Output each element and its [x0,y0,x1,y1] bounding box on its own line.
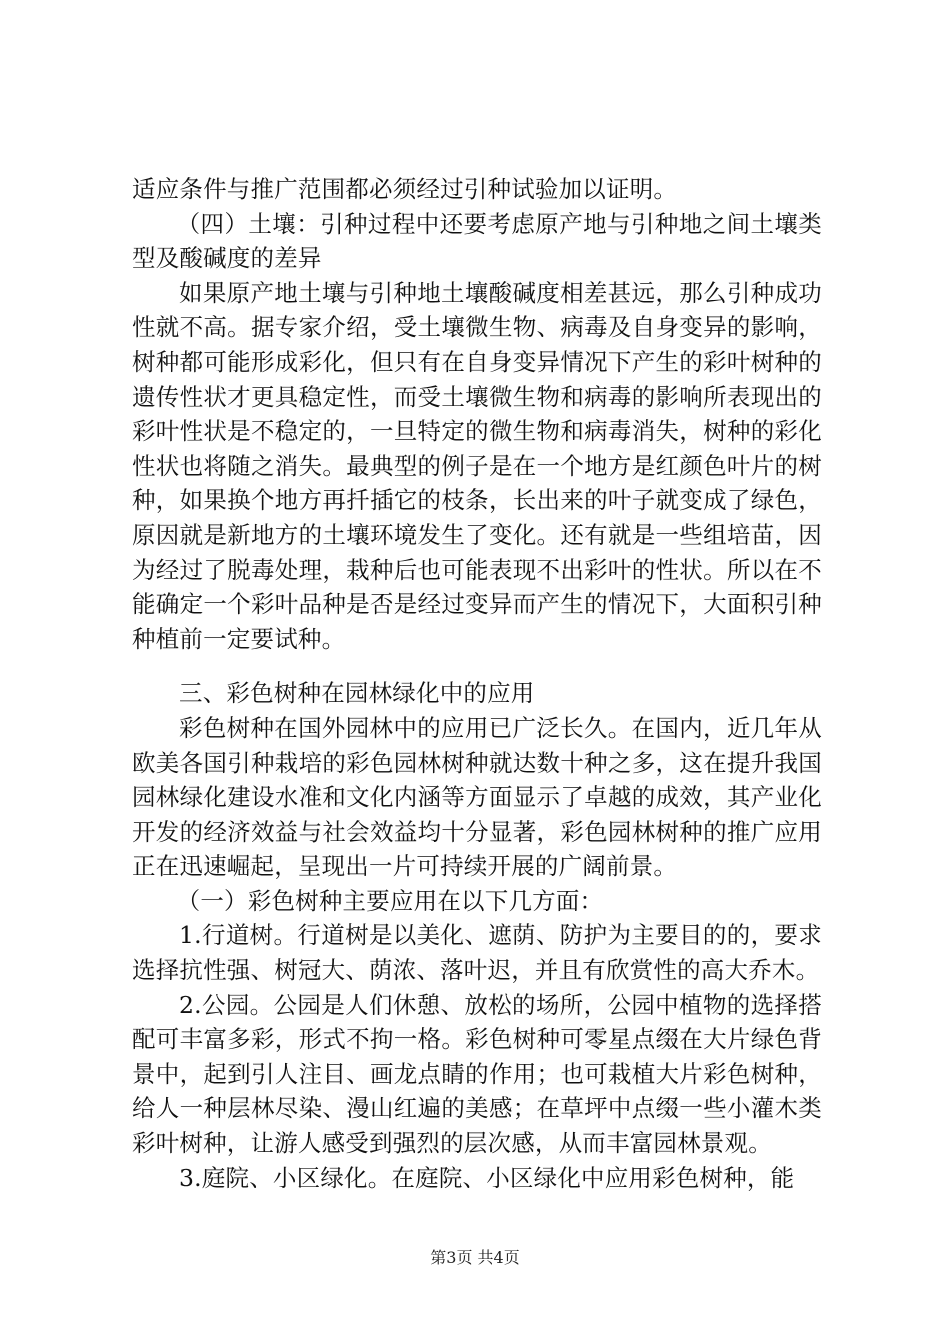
section-heading-application: 三、彩色树种在园林绿化中的应用 [179,679,535,708]
page-number-label: 第3页 共4页 [430,1248,520,1267]
list-item-street-trees: 1.行道树。行道树是以美化、遮荫、防护为主要目的的，要求选择抗性强、树冠大、荫浓、落叶迟，并且有欣赏性的高大乔木。 [132,921,822,985]
paragraph-application-intro: 彩色树种在国外园林中的应用已广泛长久。在国内，近几年从欧美各国引种栽培的彩色园林树种就达数十种之多，这在提升我国园林绿化建设水准和文化内涵等方面显示了卓越的成效，其产业化开发的经济效益与社会效益均十分显著，彩色园林树种的推广应用正在迅速崛起，呈现出一片可持续开展的广阔前景。 [132,713,822,881]
document-body [132,172,822,1195]
page-footer [0,1248,950,1268]
section-heading-soil: （四）土壤：引种过程中还要考虑原产地与引种地之间土壤类型及酸碱度的差异 [132,209,822,273]
paragraph-continuation: 适应条件与推广范围都必须经过引种试验加以证明。 [132,175,678,203]
paragraph-soil-detail: 如果原产地土壤与引种地土壤酸碱度相差甚远，那么引种成功性就不高。据专家介绍，受土壤微生物、病毒及自身变异的影响，树种都可能形成彩化，但只有在自身变异情况下产生的彩叶树种的遗传性状才更具稳定性，而受土壤微生物和病毒的影响所表现出的彩叶性状是不稳定的，一旦特定的微生物和病毒消失，树种的彩化性状也将随之消失。最典型的例子是在一个地方是红颜色叶片的树种，如果换个地方再扦插它的枝条，长出来的叶子就变成了绿色，原因就是新地方的土壤环境发生了变化。还有就是一些组培苗，因为经过了脱毒处理，栽种后也可能表现不出彩叶的性状。所以在不能确定一个彩叶品种是否是经过变异而产生的情况下，大面积引种种植前一定要试种。 [132,278,822,653]
list-item-parks: 2.公园。公园是人们休憩、放松的场所，公园中植物的选择搭配可丰富多彩，形式不拘一格。彩色树种可零星点缀在大片绿色背景中，起到引人注目、画龙点睛的作用；也可栽植大片彩色树种，给人一种层林尽染、漫山红遍的美感；在草坪中点缀一些小灌木类彩叶树种，让游人感受到强烈的层次感，从而丰富园林景观。 [132,990,822,1158]
list-item-courtyards: 3.庭院、小区绿化。在庭院、小区绿化中应用彩色树种，能 [179,1163,795,1192]
subsection-heading-main-uses: （一）彩色树种主要应用在以下几方面： [176,886,604,915]
